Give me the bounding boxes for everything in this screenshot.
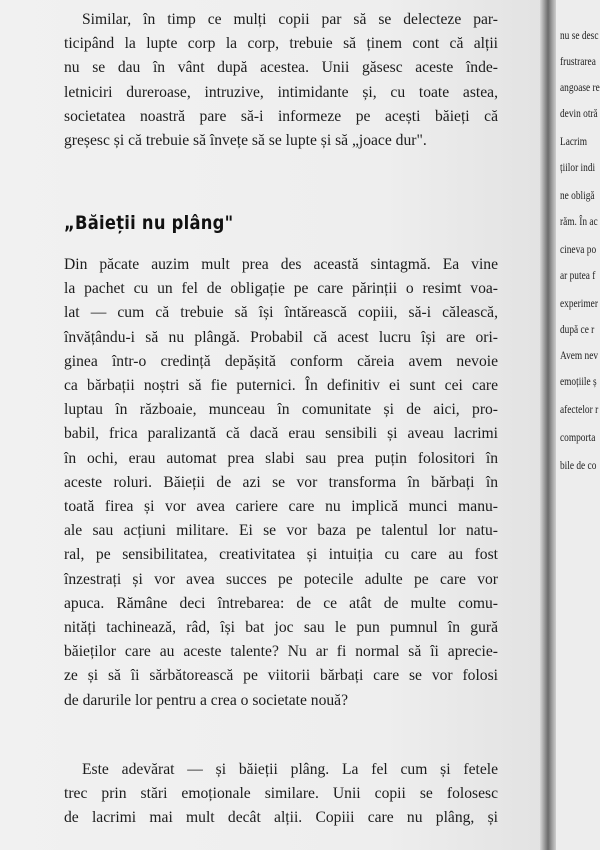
- text-line: luptau în războaie, munceau în comunitate și de aici, pro-: [64, 401, 498, 419]
- text-line: înzestrați și vor avea succes pe potecile adulte pe care vor: [64, 570, 498, 588]
- section-heading: „Băieții nu plâng": [64, 212, 234, 234]
- text-line: letniciri dureroase, intruzive, intimidante și, cu toate astea,: [64, 83, 498, 101]
- right-page-line: bile de co: [560, 458, 597, 472]
- text-line: ticipând la lupte corp la corp, trebuie să ținem cont că alții: [64, 35, 498, 53]
- text-line: babil, frica paralizantă că dacă erau sensibili și aveau lacrimi: [64, 425, 498, 443]
- text-line: ze și să îi sărbătorească pe viitorii bărbați care se vor folosi: [64, 667, 498, 685]
- text-line: ral, pe sensibilitatea, creativitatea și intuiția cu care au fost: [64, 546, 498, 564]
- right-page-line: emoțiile ș: [560, 374, 597, 388]
- text-line: Este adevărat — și băieții plâng. La fel cum și fetele: [82, 761, 498, 778]
- text-line: Din păcate auzim mult prea des această sintagmă. Ea vine: [64, 256, 498, 273]
- right-page-line: experimer: [560, 296, 598, 310]
- right-page-line: nu se desc: [560, 28, 599, 42]
- text-line: nu se dau în vânt după acestea. Unii găsesc aceste înde-: [64, 59, 498, 77]
- paragraph-1: [64, 8, 498, 153]
- right-page-line: după ce r: [560, 322, 595, 336]
- right-page-line: comporta: [560, 430, 596, 444]
- paragraph-2: [64, 253, 498, 713]
- right-page-line: devin otră: [560, 106, 598, 120]
- text-line: de lacrimi mai mult decât alții. Copiii care nu plâng, și: [64, 809, 498, 827]
- right-page-line: cineva po: [560, 242, 597, 256]
- text-line: la pachet cu un fel de obligație pe care părinții o resimt voa-: [64, 280, 498, 298]
- right-page-line: țiilor indi: [560, 160, 596, 174]
- right-page-line: răm. În ac: [560, 214, 598, 228]
- text-line: aceste roluri. Băieții de azi se vor transforma în bărbați în: [64, 473, 498, 491]
- paragraph-3: [64, 758, 498, 831]
- text-line: ale sau acțiuni militare. Ei se vor baza pe talentul lor natu-: [64, 522, 498, 540]
- text-line: băieților care au aceste talente? Nu ar fi normal să îi aprecie-: [64, 643, 498, 661]
- text-line: societatea noastră pare să-i informeze pe acești băieți că: [64, 107, 498, 125]
- text-line: de darurile lor pentru a crea o societate nouă?: [64, 691, 349, 709]
- text-line: Similar, în timp ce mulți copii par să se delecteze par-: [82, 11, 498, 28]
- text-line: toată firea și vor avea cariere care nu implică munci manu-: [64, 498, 498, 516]
- right-page-line: Lacrim: [560, 134, 588, 148]
- text-line: lat — cum că trebuie să își întărească copiii, să-i călească,: [64, 304, 498, 322]
- right-page-line: Avem nev: [560, 348, 599, 362]
- text-line: în ochi, erau automat prea slabi sau prea puțin folositori în: [64, 449, 498, 467]
- text-line: nități tachinează, râd, își bat joc sau le pun pumnul în gură: [64, 619, 498, 637]
- text-line: apuca. Rămâne deci întrebarea: de ce atât de multe comu-: [64, 594, 498, 612]
- text-line: învățându-i să nu plângă. Probabil că acest lucru își are ori-: [64, 328, 498, 346]
- right-page-line: ar putea f: [560, 268, 596, 282]
- right-page-line: frustrarea: [560, 54, 596, 68]
- right-page: [556, 0, 600, 850]
- right-page-line: afectelor r: [560, 402, 599, 416]
- text-line: trec prin stări emoționale similare. Unii copii se folosesc: [64, 785, 498, 803]
- right-page-line: angoase re: [560, 80, 600, 94]
- text-line: ca bărbații noștri să fie puternici. În definitiv ei sunt cei care: [64, 377, 498, 395]
- right-page-line: ne obligă: [560, 188, 595, 202]
- text-line: ginea într-o credință depășită conform căreia avem nevoie: [64, 352, 498, 370]
- text-line: greșesc și că trebuie să învețe să se lupte și să „joace dur".: [64, 132, 427, 150]
